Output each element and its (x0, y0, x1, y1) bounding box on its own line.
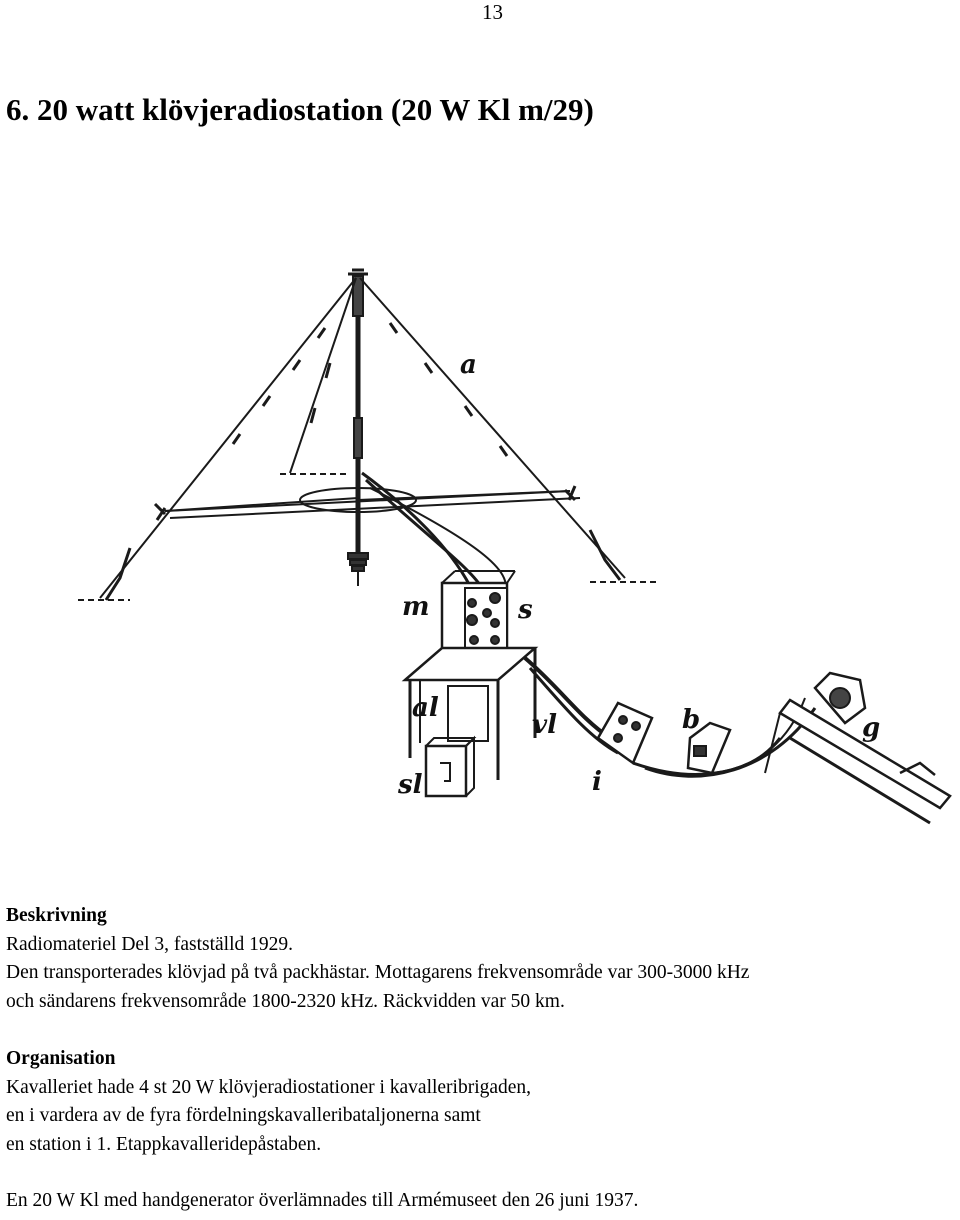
figure-label-vl: vl (532, 710, 557, 740)
figure-label-m: m (402, 592, 430, 622)
radio-station-illustration (70, 268, 960, 838)
description-line: Radiomateriel Del 3, fastställd 1929. (6, 933, 294, 955)
description-title: Beskrivning (6, 905, 107, 926)
description-section (6, 902, 956, 1016)
closing-paragraph (6, 1187, 956, 1216)
figure-label-b: b (682, 705, 701, 735)
figure-label-al: al (412, 693, 439, 723)
figure-label-g: g (862, 713, 881, 743)
figure-label-s: s (518, 595, 533, 625)
figure-label-i: i (592, 767, 602, 797)
organisation-line: Kavalleriet hade 4 st 20 W klövjeradiostationer i kavalleribrigaden, (6, 1076, 532, 1098)
figure-label-a: a (460, 350, 477, 380)
page-title: 6. 20 watt klövjeradiostation (20 W Kl m/29) (6, 92, 594, 127)
description-line: Den transporterades klövjad på två packhästar. Mottagarens frekvensområde var 300-3000 kHz (6, 962, 750, 983)
page-number: 13 (482, 0, 503, 24)
organisation-line: en station i 1. Etappkavalleridepåstaben. (6, 1133, 322, 1155)
closing-text: En 20 W Kl med handgenerator överlämnades till Armémuseet den 26 juni 1937. (6, 1190, 639, 1211)
organisation-line: en i vardera av de fyra fördelningskavalleribataljonerna samt (6, 1105, 481, 1126)
description-line: och sändarens frekvensområde 1800-2320 kHz. Räckvidden var 50 km. (6, 990, 565, 1012)
figure-label-sl: sl (398, 770, 423, 800)
organisation-section (6, 1045, 956, 1159)
organisation-title: Organisation (6, 1048, 116, 1069)
